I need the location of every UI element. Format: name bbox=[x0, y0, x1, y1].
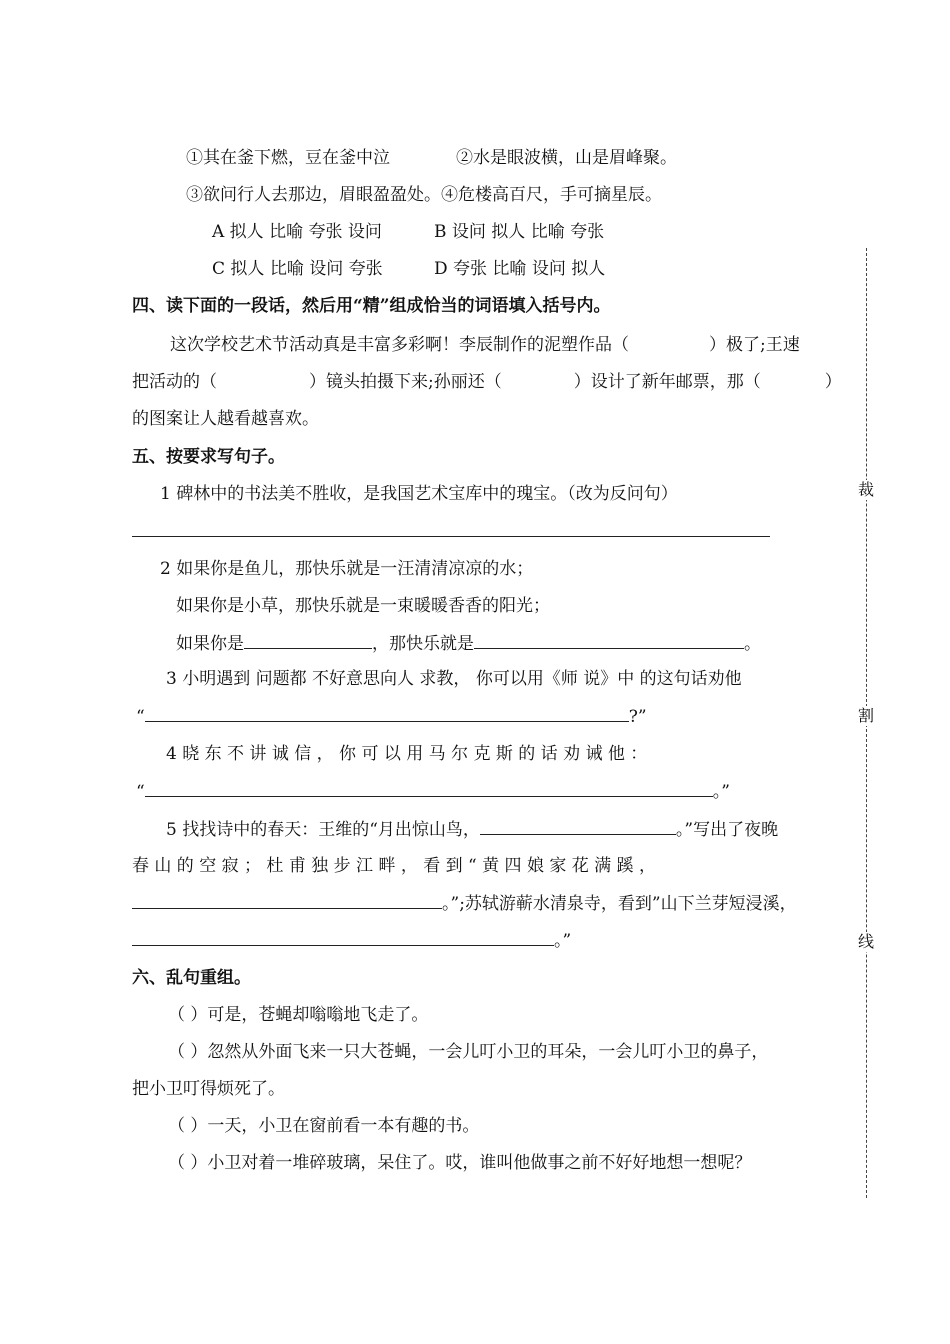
q3-option-b[interactable]: B 设问 拟人 比喻 夸张 bbox=[434, 222, 605, 242]
q5-item-2-line-1: 2 如果你是鱼儿，那快乐就是一汪清清凉凉的水； bbox=[160, 559, 534, 579]
q5-item-5-line-4 bbox=[132, 929, 571, 952]
q5-text: ?” bbox=[628, 707, 647, 727]
q5-answer-line-1[interactable] bbox=[132, 536, 770, 537]
q6-item-2[interactable]: （ ）忽然从外面飞来一只大苍蝇，一会儿叮小卫的耳朵，一会儿叮小卫的鼻子， bbox=[168, 1042, 769, 1062]
q5-blank-5a[interactable] bbox=[480, 818, 676, 835]
q4-text: 把活动的（ bbox=[132, 372, 217, 392]
q5-text: “ bbox=[136, 782, 145, 802]
q5-title: 五、按要求写句子。 bbox=[132, 447, 285, 467]
q5-item-3-answer bbox=[136, 705, 647, 728]
q4-para-line-1 bbox=[170, 334, 800, 356]
q5-text: 。” bbox=[712, 782, 730, 802]
q4-text: ）镜头拍摄下来;孙丽还（ bbox=[309, 372, 502, 392]
q5-text: ，那快乐就是 bbox=[372, 634, 474, 654]
q4-para-line-2 bbox=[132, 371, 842, 393]
q5-blank-4[interactable] bbox=[145, 780, 713, 797]
q5-item-4-answer bbox=[136, 780, 730, 803]
q3-sentence-2: ②水是眼波横，山是眉峰聚。 bbox=[456, 148, 677, 168]
q5-item-4: 4 晓 东 不 讲 诚 信 ， 你 可 以 用 马 尔 克 斯 的 话 劝 诫 他 ： bbox=[166, 744, 648, 764]
q3-option-d[interactable]: D 夸张 比喻 设问 拟人 bbox=[434, 259, 606, 279]
q4-text: ）极了;王速 bbox=[709, 335, 800, 355]
q3-sentence-1: ①其在釜下燃，豆在釜中泣 bbox=[186, 148, 390, 168]
q5-item-5-line-1 bbox=[166, 818, 778, 841]
q4-text: ）设计了新年邮票，那（ bbox=[573, 372, 761, 392]
q6-title: 六、乱句重组。 bbox=[132, 968, 251, 988]
q5-text: 。 bbox=[744, 634, 761, 654]
q4-text: ） bbox=[824, 372, 842, 392]
q5-item-1: 1 碑林中的书法美不胜收，是我国艺术宝库中的瑰宝。（改为反问句） bbox=[160, 484, 678, 504]
q4-text: 这次学校艺术节活动真是丰富多彩啊！李辰制作的泥塑作品（ bbox=[170, 335, 629, 355]
cut-char-1: 裁 bbox=[857, 480, 874, 499]
q5-blank-3[interactable] bbox=[145, 705, 629, 722]
q5-text: “ bbox=[136, 707, 145, 727]
q4-title: 四、读下面的一段话，然后用“精”组成恰当的词语填入括号内。 bbox=[132, 296, 611, 316]
q5-item-5-line-3 bbox=[132, 892, 797, 915]
q5-text: 。” bbox=[554, 931, 572, 951]
q6-item-1[interactable]: （ ）可是，苍蝇却嗡嗡地飞走了。 bbox=[168, 1005, 429, 1025]
q5-text: 。”写出了夜晚 bbox=[675, 820, 779, 840]
q5-text: 5 找找诗中的春天：王维的“月出惊山鸟， bbox=[166, 820, 480, 840]
q5-item-2-line-2: 如果你是小草，那快乐就是一束暖暖香香的阳光； bbox=[176, 596, 550, 616]
q5-item-5-line-2: 春 山 的 空 寂 ； 杜 甫 独 步 江 畔 ， 看 到 “ 黄 四 娘 家 花 满 蹊 ， bbox=[132, 856, 656, 876]
q5-blank-2a[interactable] bbox=[244, 632, 372, 649]
q6-item-2-cont: 把小卫叮得烦死了。 bbox=[132, 1079, 285, 1099]
q5-text: 如果你是 bbox=[176, 634, 244, 654]
q5-blank-5b[interactable] bbox=[132, 892, 442, 909]
q6-item-3[interactable]: （ ）一天，小卫在窗前看一本有趣的书。 bbox=[168, 1116, 480, 1136]
q4-para-line-3: 的图案让人越看越喜欢。 bbox=[132, 409, 319, 429]
q3-option-c[interactable]: C 拟人 比喻 设问 夸张 bbox=[212, 259, 383, 279]
q3-sentence-3-4: ③欲问行人去那边，眉眼盈盈处。④危楼高百尺，手可摘星辰。 bbox=[186, 185, 662, 205]
q5-blank-5c[interactable] bbox=[132, 929, 554, 946]
q6-item-4[interactable]: （ ）小卫对着一堆碎玻璃，呆住了。哎，谁叫他做事之前不好好地想一想呢？ bbox=[168, 1153, 752, 1173]
q5-text: 。”;苏轼游蕲水清泉寺，看到”山下兰芽短浸溪， bbox=[442, 894, 797, 914]
q5-item-3: 3 小明遇到 问题都 不好意思向人 求教， 你可以用《师 说》中 的这句话劝他 bbox=[166, 669, 742, 689]
q5-blank-2b[interactable] bbox=[474, 632, 744, 649]
q3-option-a[interactable]: A 拟人 比喻 夸张 设问 bbox=[212, 222, 382, 242]
cut-char-2: 割 bbox=[857, 706, 874, 725]
q5-item-2-line-3 bbox=[176, 632, 761, 655]
cut-char-3: 线 bbox=[857, 932, 874, 951]
